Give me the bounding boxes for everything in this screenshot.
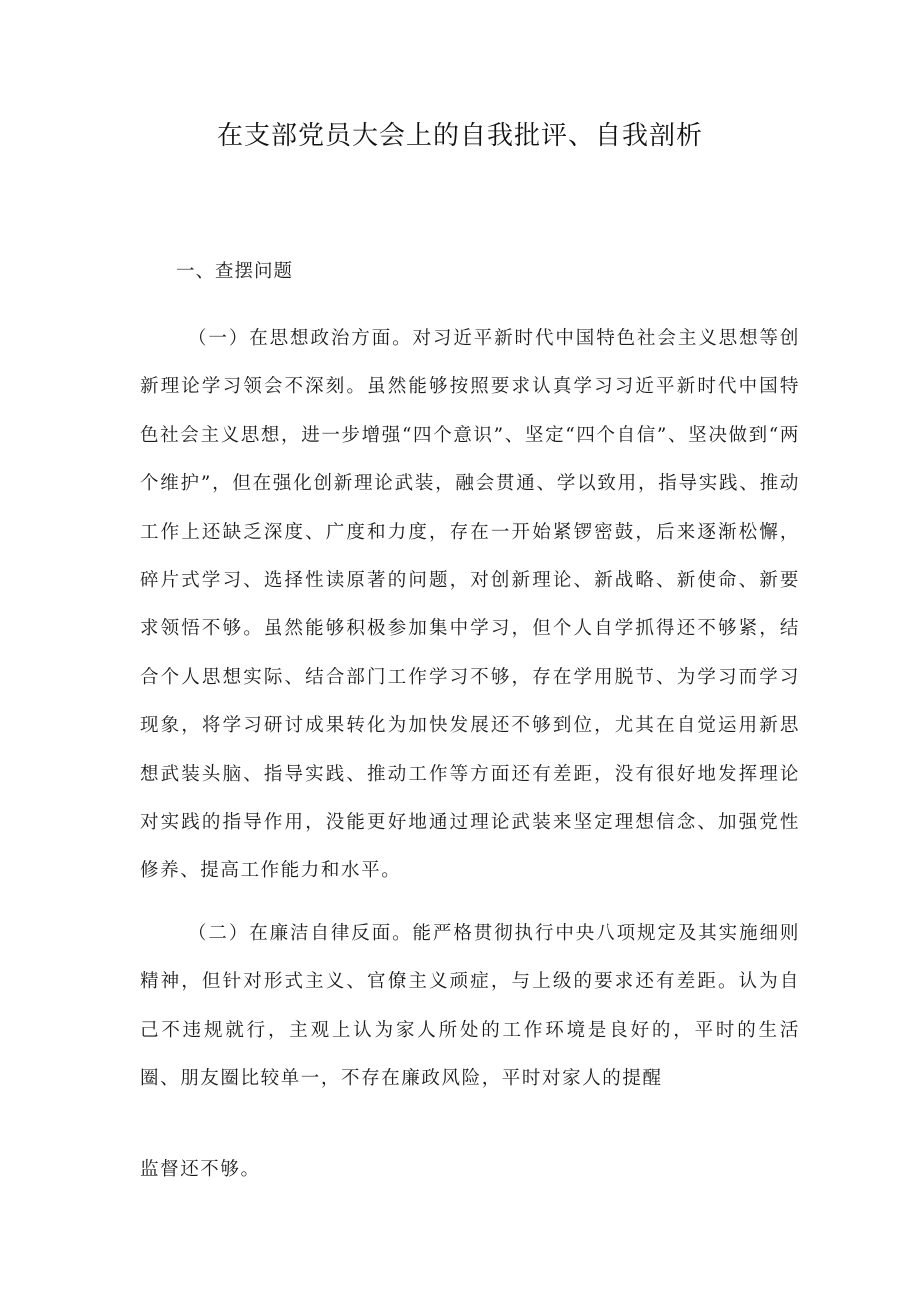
section-heading: 一、查摆问题 (176, 261, 294, 282)
paragraph-continuation: 监督还不够。 (140, 1159, 261, 1180)
paragraph-ideological-political: （一）在思想政治方面。对习近平新时代中国特色社会主义思想等创新理论学习领会不深刻。虽然能够按照要求认真学习习近平新时代中国特色社会主义思想，进一步增强“四个意识”、坚定“四个自信”、坚决做到“两个维护”，但在强化创新理论武装，融会贯通、学以致用，指导实践、推动工作上还缺乏深度、广度和力度，存在一开始紧锣密鼓，后来逐渐松懈，碎片式学习、选择性读原著的问题，对创新理论、新战略、新使命、新要求领悟不够。虽然能够积极参加集中学习，但个人自学抓得还不够紧，结合个人思想实际、结合部门工作学习不够，存在学用脱节、为学习而学习现象，将学习研讨成果转化为加快发展还不够到位，尤其在自觉运用新思想武装头脑、指导实践、推动工作等方面还有差距，没有很好地发挥理论对实践的指导作用，没能更好地通过理论武装来坚定理想信念、加强党性修养、提高工作能力和水平。 (140, 328, 800, 882)
paragraph-integrity-self-discipline: （二）在廉洁自律反面。能严格贯彻执行中央八项规定及其实施细则精神，但针对形式主义、官僚主义顽症，与上级的要求还有差距。认为自己不违规就行，主观上认为家人所处的工作环境是良好的，平时的生活圈、朋友圈比较单一，不存在廉政风险，平时对家人的提醒 (140, 923, 800, 1090)
document-title: 在支部党员大会上的自我批评、自我剖析 (216, 121, 703, 151)
